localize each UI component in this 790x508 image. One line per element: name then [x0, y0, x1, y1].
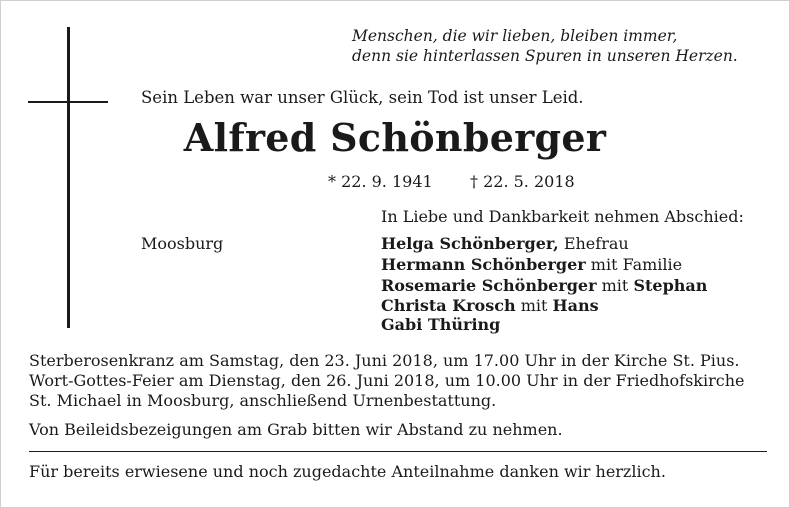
cross-vertical-bar — [67, 27, 70, 328]
condolence-note: Von Beileidsbezeigungen am Grab bitten wir Abstand zu nehmen. — [29, 420, 563, 439]
thanks-line: Für bereits erwiesene und noch zugedachte Anteilnahme danken wir herzlich. — [29, 462, 666, 481]
farewell-line: In Liebe und Dankbarkeit nehmen Abschied: — [381, 207, 744, 226]
service-line-1: Sterberosenkranz am Samstag, den 23. Juni 2018, um 17.00 Uhr in der Kirche St. Pius. — [29, 351, 740, 370]
mourner-2: Hermann Schönberger mit Familie — [381, 255, 683, 274]
service-line-3: St. Michael in Moosburg, anschließend Urnenbestattung. — [29, 391, 497, 410]
divider-line — [29, 451, 767, 452]
mourner-4: Christa Krosch mit Hans — [381, 296, 599, 315]
mourner-3: Rosemarie Schönberger mit Stephan — [381, 276, 708, 295]
quote-line-2: denn sie hinterlassen Spuren in unseren Herzen. — [352, 47, 738, 65]
service-line-2: Wort-Gottes-Feier am Dienstag, den 26. Juni 2018, um 10.00 Uhr in der Friedhofskirche — [29, 371, 745, 390]
cross-horizontal-bar — [28, 101, 108, 103]
death-date: † 22. 5. 2018 — [470, 172, 575, 191]
mourner-1: Helga Schönberger, Ehefrau — [381, 234, 629, 253]
mourner-5: Gabi Thüring — [381, 315, 501, 334]
place-name: Moosburg — [141, 234, 224, 253]
lead-sentence: Sein Leben war unser Glück, sein Tod ist unser Leid. — [141, 88, 584, 107]
deceased-name: Alfred Schönberger — [183, 115, 607, 160]
quote-line-1: Menschen, die wir lieben, bleiben immer, — [352, 27, 678, 45]
birth-date: * 22. 9. 1941 — [328, 172, 433, 191]
